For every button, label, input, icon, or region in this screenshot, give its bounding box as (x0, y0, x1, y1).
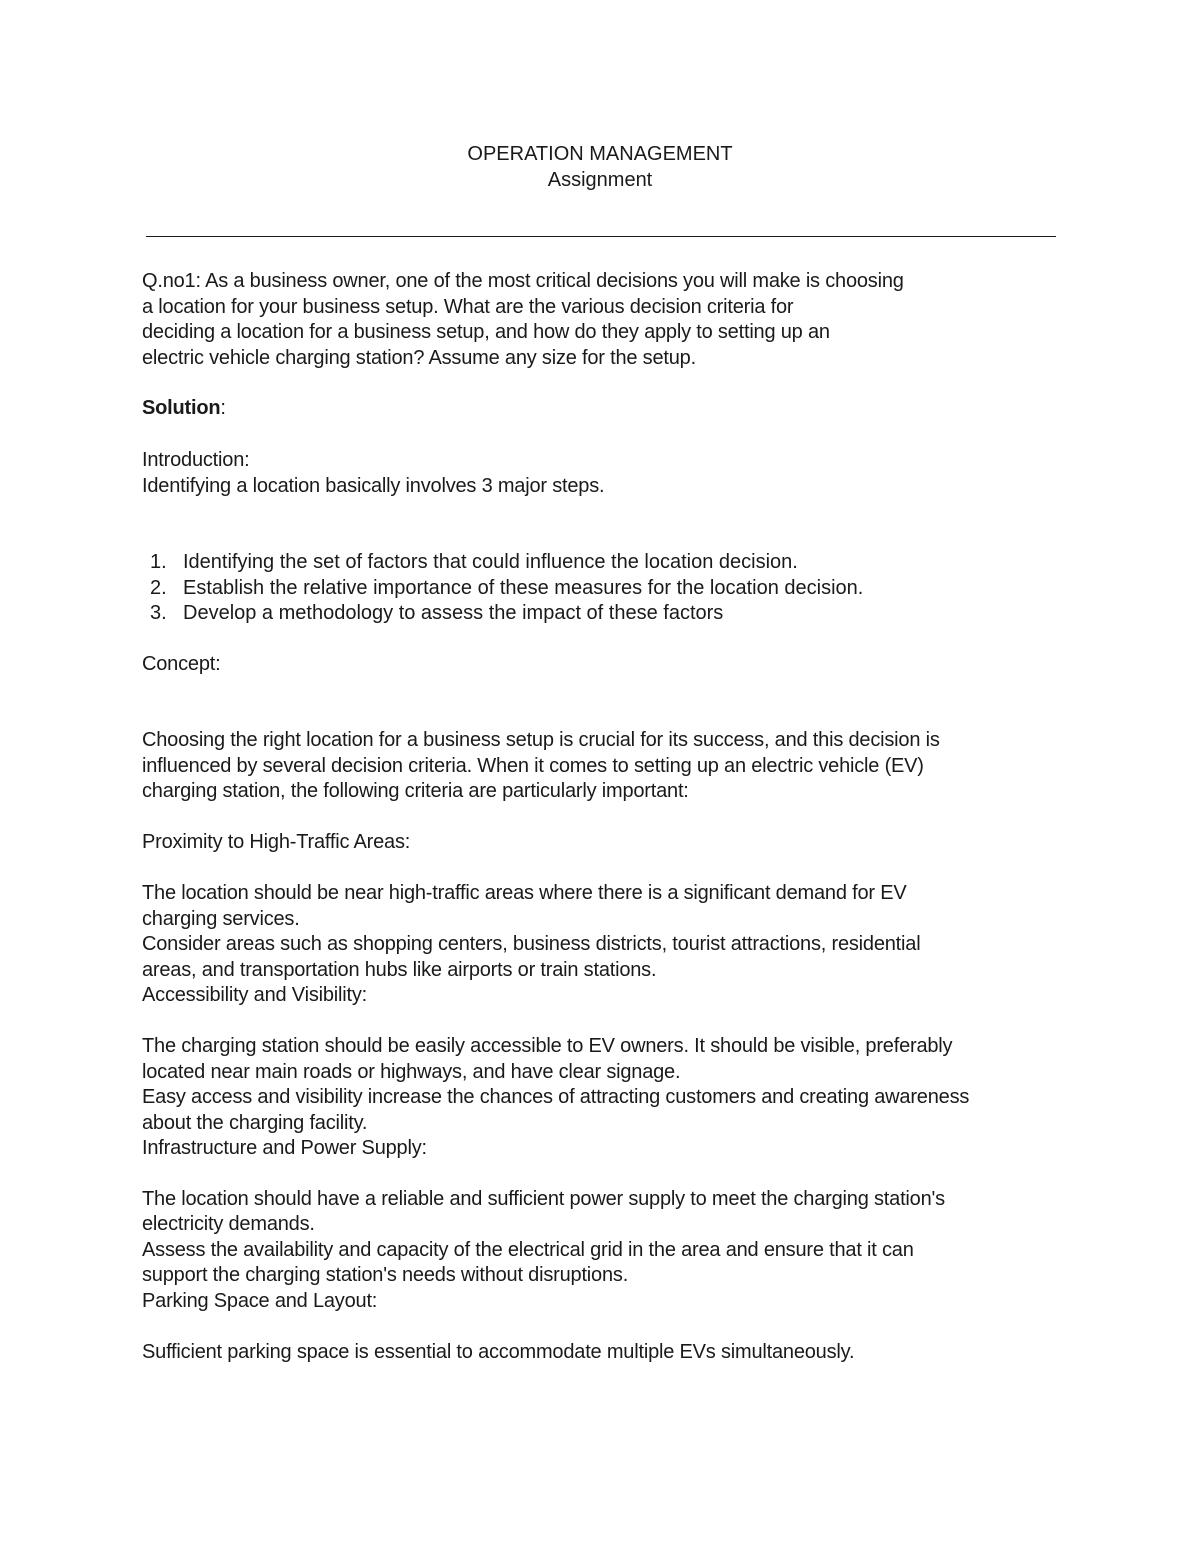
list-item (150, 600, 723, 626)
list-text: Establish the relative importance of these measures for the location decision. (183, 577, 864, 599)
question-line: deciding a location for a business setup, and how do they apply to setting up an (142, 321, 830, 343)
concept-line: influenced by several decision criteria. When it comes to setting up an electric vehicle (EV) (142, 755, 924, 777)
section-heading-infrastructure: Infrastructure and Power Supply: (142, 1137, 427, 1159)
paragraph-line: Assess the availability and capacity of the electrical grid in the area and ensure that it can (142, 1239, 914, 1261)
list-text: Identifying the set of factors that could influence the location decision. (183, 551, 798, 573)
introduction-heading: Introduction: (142, 449, 250, 471)
solution-heading (142, 395, 226, 421)
list-number: 2. (150, 577, 167, 599)
paragraph-line: electricity demands. (142, 1213, 315, 1235)
section-heading-proximity: Proximity to High-Traffic Areas: (142, 831, 411, 853)
list-number: 3. (150, 602, 167, 624)
paragraph-line: Sufficient parking space is essential to accommodate multiple EVs simultaneously. (142, 1341, 855, 1363)
concept-line: Choosing the right location for a business setup is crucial for its success, and this decision is (142, 729, 940, 751)
paragraph-line: Consider areas such as shopping centers, business districts, tourist attractions, residential (142, 933, 921, 955)
paragraph-line: The location should have a reliable and sufficient power supply to meet the charging station's (142, 1188, 945, 1210)
paragraph-line: charging services. (142, 908, 300, 930)
paragraph-line: The location should be near high-traffic areas where there is a significant demand for EV (142, 882, 907, 904)
paragraph-line: The charging station should be easily accessible to EV owners. It should be visible, preferably (142, 1035, 953, 1057)
list-text: Develop a methodology to assess the impact of these factors (183, 602, 724, 624)
document-subtitle: Assignment (547, 169, 653, 191)
question-line: a location for your business setup. What are the various decision criteria for (142, 296, 794, 318)
list-number: 1. (150, 551, 167, 573)
solution-colon: : (220, 397, 226, 419)
paragraph-line: Easy access and visibility increase the chances of attracting customers and creating awareness (142, 1086, 970, 1108)
list-item (150, 575, 863, 601)
paragraph-line: areas, and transportation hubs like airports or train stations. (142, 959, 657, 981)
concept-line: charging station, the following criteria are particularly important: (142, 780, 689, 802)
list-item (150, 549, 798, 575)
horizontal-rule (146, 236, 1056, 237)
paragraph-line: located near main roads or highways, and have clear signage. (142, 1061, 681, 1083)
paragraph-line: support the charging station's needs without disruptions. (142, 1264, 629, 1286)
introduction-text: Identifying a location basically involves 3 major steps. (142, 475, 605, 497)
concept-heading: Concept: (142, 653, 221, 675)
section-heading-accessibility: Accessibility and Visibility: (142, 984, 368, 1006)
section-heading-parking: Parking Space and Layout: (142, 1290, 378, 1312)
paragraph-line: about the charging facility. (142, 1112, 368, 1134)
document-title: OPERATION MANAGEMENT (467, 143, 733, 165)
solution-label: Solution (142, 397, 221, 419)
question-line: Q.no1: As a business owner, one of the most critical decisions you will make is choosing (142, 270, 904, 292)
question-line: electric vehicle charging station? Assume any size for the setup. (142, 347, 696, 369)
